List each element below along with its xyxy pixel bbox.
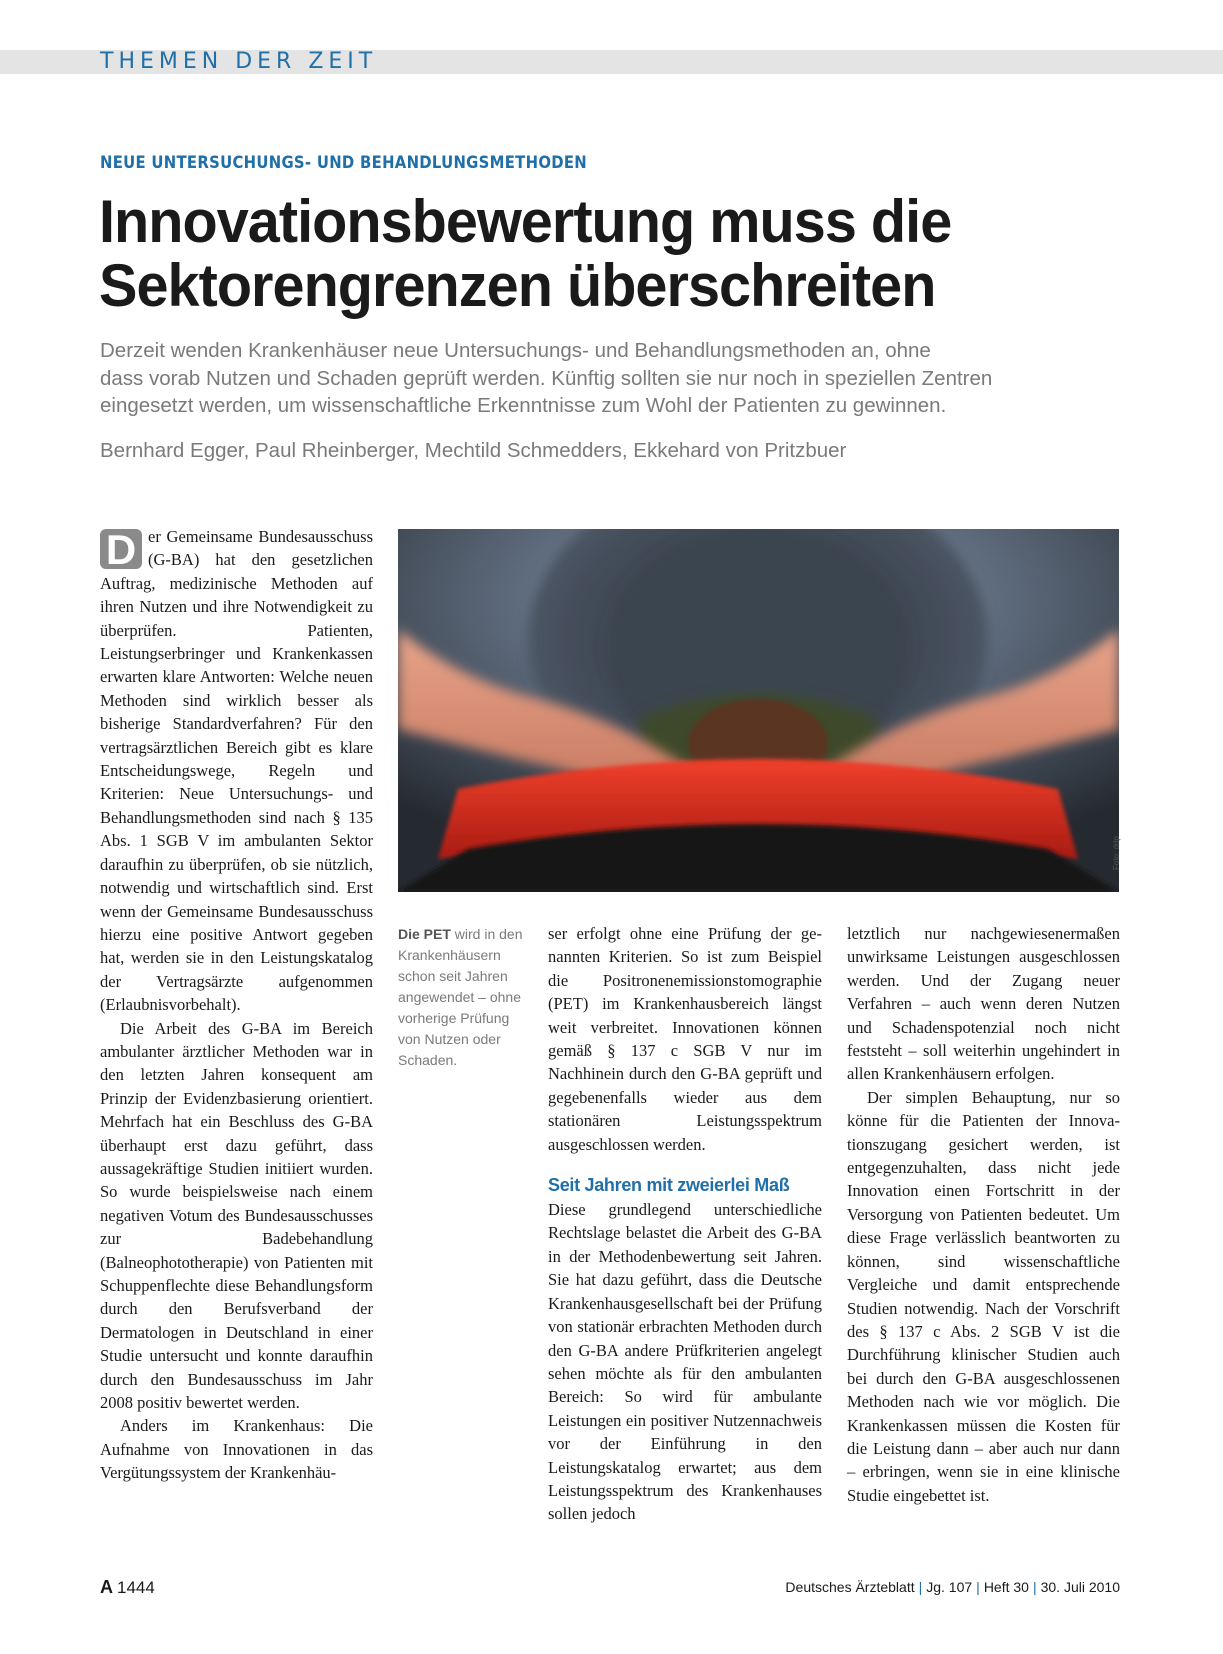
headline xyxy=(99,190,1078,318)
article-column-3 xyxy=(847,922,1120,1507)
separator: | xyxy=(1032,1579,1037,1595)
caption-lead: Die PET xyxy=(398,926,451,942)
paragraph-5: Diese grundlegend unterschiedliche Rechtslage belastet die Arbeit des G-BA in der Methodenbewertung seit Jahren. Sie hat dazu geführt, dass die Deutsche Krankenhausgesellschaft bei der Prüfung von stationär erbrachten Methoden durch den G-BA andere Prüfkriterien angelegt sehen möchte als für den ambulanten Bereich: So wird für ambulante Leistungen ein positiver Nutzennachweis vor der Einführung in den Leistungskatalog erwartet; aus dem Leistungsspektrum des Krankenhauses sollen jedoch xyxy=(548,1200,822,1524)
paragraph-1 xyxy=(100,525,373,1017)
page-number-value: 1444 xyxy=(117,1578,155,1597)
photo-illustration xyxy=(398,529,1119,892)
article-column-1 xyxy=(100,525,373,1485)
caption-text: wird in den Krankenhäusern schon seit Jahren angewendet – ohne vorherige Prüfung von Nutzen oder Schaden. xyxy=(398,926,523,1068)
lede-line-2: dass vorab Nutzen und Schaden geprüft werden. Künftig sollten sie nur noch in speziellen Zentren xyxy=(100,366,993,390)
paragraph-4: ser erfolgt ohne eine Prüfung der genannten Kriterien. So ist zum Beispiel die Positronenemissionstomographie (PET) im Krankenhausbereich längst weit verbreitet. Innovationen können gemäß § 137 c SGB V nur im Nachhinein durch den G-BA geprüft und gegebenenfalls wieder aus dem stationären Leistungsspektrum ausgeschlossen werden. xyxy=(548,924,822,1154)
article-column-2 xyxy=(548,922,822,1526)
paragraph-7: Der simplen Behauptung, nur so könne für die Patienten der Innovationszugang gesichert werden, ist entgegenzuhalten, dass nicht jede Innovation einen Fortschritt in der Versorgung von Patienten bedeutet. Um diese Frage verlässlich beantworten zu können, sind wissenschaftliche Vergleiche und damit entsprechende Studien notwendig. Nach der Vorschrift des § 137 c Abs. 2 SGB V ist die Durchführung klinischer Studien auch bei durch den G-BA ausgeschlossenen Methoden nach wie vor möglich. Die Krankenkassen müssen die Kosten für die Leistung dann – aber auch nur dann – erbringen, wenn sie in eine klinische Studie eingebettet ist. xyxy=(847,1087,1120,1505)
journal-date: 30. Juli 2010 xyxy=(1040,1579,1120,1595)
headline-line-1: Innovationsbewertung muss die xyxy=(99,188,952,255)
drop-cap: D xyxy=(100,529,142,569)
separator: | xyxy=(918,1579,923,1595)
lede-line-1: Derzeit wenden Krankenhäuser neue Untersuchungs- und Behandlungsmethoden an, ohne xyxy=(100,339,931,362)
paragraph-2: Die Arbeit des G-BA im Bereich ambulanter ärztlicher Methoden war in den letzten Jahren konsequent am Prinzip der Evidenzbasierung orientiert. Mehrfach hat ein Beschluss des G-BA überhaupt erst dazu geführt, dass aussagekräftige Studien initiiert wurden. So wurde beispielsweise nach einem negativen Votum des Bundesausschusses zur Badebehandlung (Balneophototherapie) von Patienten mit Schuppenflechte diese Behandlungsform durch den Berufsverband der Dermatologen in Deutschland in einer Studie untersucht und konnte daraufhin durch den Bundesausschuss im Jahr 2008 positiv bewertet werden. xyxy=(100,1018,373,1413)
paragraph-1-text: er Gemeinsame Bundesausschuss (G-BA) hat den gesetzlichen Auftrag, medizinische Methoden auf ihren Nutzen und ihre Notwendigkeit zu überprüfen. Patienten, Leistungserbringer und Krankenkassen erwarten klare Antworten: Welche neuen Methoden sind wirklich besser als bisherige Standardverfahren? Für den vertragsärztlichen Bereich gibt es klare Entscheidungswege, Regeln und Kriterien: Neue Untersuchungs- und Behandlungsmethoden sind nach § 135 Abs. 1 SGB V im ambulanten Sektor daraufhin zu überprüfen, ob sie nützlich, notwendig und wirtschaftlich sind. Erst wenn der Gemeinsame Bundesausschuss hierzu eine positive Antwort gegeben hat, werden sie in den Leistungskatalog der Vertragsärzte aufgenommen (Erlaubnisvorbehalt). xyxy=(100,527,373,1015)
kicker: NEUE UNTERSUCHUNGS- UND BEHANDLUNGSMETHODEN xyxy=(100,153,588,172)
authors: Bernhard Egger, Paul Rheinberger, Mechtild Schmedders, Ekkehard von Pritzbuer xyxy=(100,439,847,462)
page-prefix: A xyxy=(100,1577,113,1597)
paragraph-6: letztlich nur nachgewiesenermaßen unwirksame Leistungen ausgeschlossen werden. Und der Zugang neuer Verfahren – auch wenn deren Nutzen und Schadenspotenzial noch nicht feststeht – soll weiterhin ungehindert in allen Krankenhäusern erfolgen. xyxy=(847,924,1120,1084)
separator: | xyxy=(976,1579,980,1595)
page-number xyxy=(100,1577,155,1598)
paragraph-3: Anders im Krankenhaus: Die Aufnahme von Innovationen in das Vergütungssystem der Krankenhäu- xyxy=(100,1416,373,1483)
journal-volume: Jg. 107 xyxy=(926,1579,973,1595)
photo-credit: Foto: ddp xyxy=(1112,836,1121,870)
journal-info xyxy=(785,1579,1120,1595)
lede xyxy=(100,337,1120,420)
photo-caption xyxy=(398,924,526,1071)
subheading: Seit Jahren mit zweierlei Maß xyxy=(548,1175,790,1196)
headline-line-2: Sektorengrenzen überschreiten xyxy=(99,252,936,319)
pet-scanner-photo xyxy=(398,529,1119,892)
journal-issue: Heft 30 xyxy=(983,1579,1029,1595)
section-label: THEMEN DER ZEIT xyxy=(100,49,378,74)
lede-line-3: eingesetzt werden, um wissenschaftliche Erkenntnisse zum Wohl der Patienten zu gewinnen. xyxy=(100,394,947,417)
journal-name: Deutsches Ärzteblatt xyxy=(785,1579,915,1595)
